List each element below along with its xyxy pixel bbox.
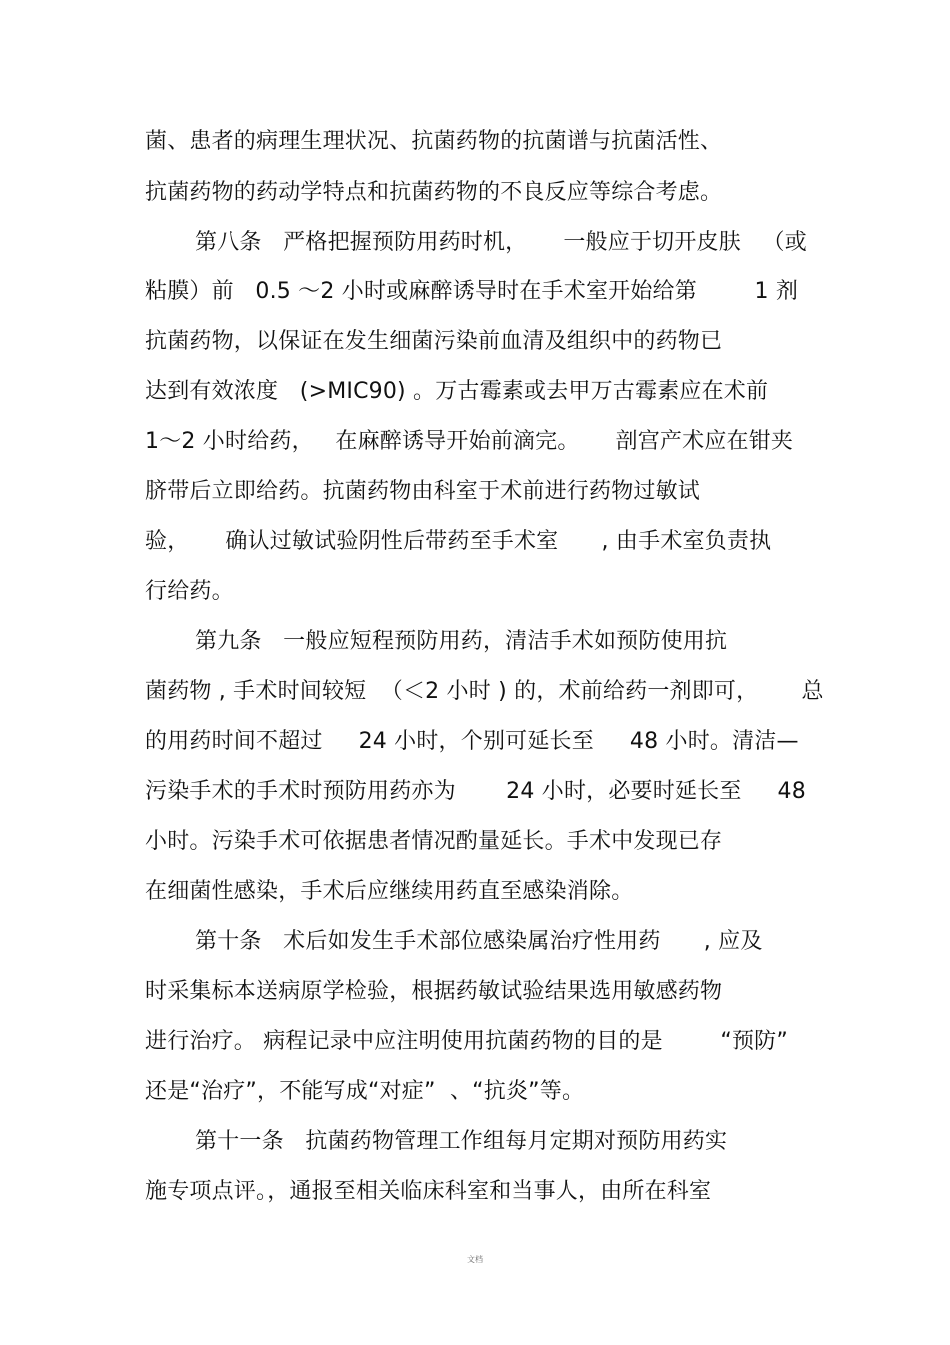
article-10-heading-line: 第十条 术后如发生手术部位感染属治疗性用药 , 应及 xyxy=(195,929,763,954)
text-line: 还是“治疗”，不能写成“对症” 、“抗炎”等。 xyxy=(145,1079,585,1104)
text-line: 在细菌性感染，手术后应继续用药直至感染消除。 xyxy=(145,879,634,904)
text-line: 时采集标本送病原学检验，根据药敏试验结果选用敏感药物 xyxy=(145,979,723,1004)
text-line: 的用药时间不超过 24 小时，个别可延长至 48 小时。清洁— xyxy=(145,729,799,754)
text-line: 粘膜）前 0.5 ～2 小时或麻醉诱导时在手术室开始给第 1 剂 xyxy=(145,279,799,304)
text-line: 抗菌药物的药动学特点和抗菌药物的不良反应等综合考虑。 xyxy=(145,180,723,205)
text-line: 菌、患者的病理生理状况、抗菌药物的抗菌谱与抗菌活性、 xyxy=(145,129,723,154)
text-line: 脐带后立即给药。抗菌药物由科室于术前进行药物过敏试 xyxy=(145,479,701,504)
text-line: 污染手术的手术时预防用药亦为 24 小时，必要时延长至 48 xyxy=(145,779,806,804)
text-line: 菌药物 , 手术时间较短 （＜2 小时 ) 的，术前给药一剂即可， 总 xyxy=(145,679,824,704)
text-line: 小时。污染手术可依据患者情况酌量延长。手术中发现已存 xyxy=(145,829,723,854)
text-line: 施专项点评。，通报至相关临床科室和当事人，由所在科室 xyxy=(145,1179,712,1204)
article-8-heading-line: 第八条 严格把握预防用药时机， 一般应于切开皮肤 （或 xyxy=(195,230,807,255)
page-footer: 文档 xyxy=(467,1255,483,1264)
text-line: 抗菌药物，以保证在发生细菌污染前血清及组织中的药物已 xyxy=(145,329,723,354)
article-11-heading-line: 第十一条 抗菌药物管理工作组每月定期对预防用药实 xyxy=(195,1129,728,1154)
article-9-heading-line: 第九条 一般应短程预防用药，清洁手术如预防使用抗 xyxy=(195,629,728,654)
text-line: 行给药。 xyxy=(145,579,234,604)
text-line: 1～2 小时给药， 在麻醉诱导开始前滴完。 剖宫产术应在钳夹 xyxy=(145,429,794,454)
text-line: 验， 确认过敏试验阴性后带药至手术室 , 由手术室负责执 xyxy=(145,529,772,554)
text-line: 进行治疗。 病程记录中应注明使用抗菌药物的目的是 “预防” xyxy=(145,1029,788,1054)
text-line: 达到有效浓度 (>MIC90) 。万古霉素或去甲万古霉素应在术前 xyxy=(145,379,769,404)
